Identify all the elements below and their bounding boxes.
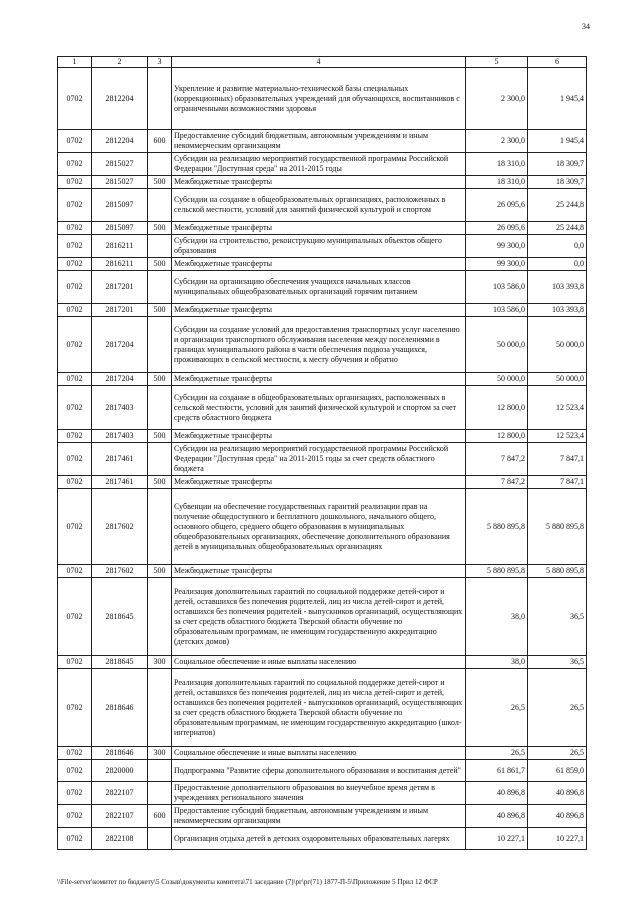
item-name-cell: Субсидии на создание в общеобразовательных организациях, расположенных в сельской местности, условий для занятий физической культурой и спортом	[172, 189, 466, 222]
column-header: 3	[148, 57, 172, 68]
item-name-cell: Межбюджетные трансферты	[172, 476, 466, 489]
item-name-cell: Межбюджетные трансферты	[172, 373, 466, 386]
expense-type-code-cell: 500	[148, 304, 172, 317]
expense-type-code-cell	[148, 828, 172, 850]
executed-amount-cell: 26,5	[528, 669, 587, 747]
table-row	[58, 805, 587, 828]
planned-amount-cell: 103 586,0	[466, 304, 528, 317]
executed-amount-cell: 36,5	[528, 656, 587, 669]
target-article-code-cell: 2817204	[92, 373, 148, 386]
table-row	[58, 68, 587, 130]
planned-amount-cell: 40 896,8	[466, 805, 528, 828]
item-name-cell: Подпрограмма "Развитие сферы дополнительного образования и воспитания детей"	[172, 760, 466, 782]
item-name-cell: Субвенции на обеспечение государственных гарантий реализации прав на получение общедоступного и бесплатного дошкольного, начального общего, основного общего, среднего общего образования в муниципальных общеобразовательных организациях, обеспечение дополнительного образования детей в муниципальных общеобразовательных организациях	[172, 489, 466, 565]
table-row	[58, 373, 587, 386]
expense-type-code-cell	[148, 68, 172, 130]
expense-type-code-cell: 600	[148, 130, 172, 153]
target-article-code-cell: 2817403	[92, 430, 148, 443]
executed-amount-cell: 5 880 895,8	[528, 489, 587, 565]
item-name-cell: Межбюджетные трансферты	[172, 304, 466, 317]
expense-type-code-cell	[148, 317, 172, 373]
executed-amount-cell: 25 244,8	[528, 189, 587, 222]
section-code-cell: 0702	[58, 760, 92, 782]
planned-amount-cell: 50 000,0	[466, 373, 528, 386]
item-name-cell: Организация отдыха детей в детских оздоровительных образовательных лагерях	[172, 828, 466, 850]
table-row	[58, 386, 587, 430]
executed-amount-cell: 18 309,7	[528, 153, 587, 176]
item-name-cell: Субсидии на строительство, реконструкцию муниципальных объектов общего образования	[172, 235, 466, 258]
executed-amount-cell: 7 847,1	[528, 443, 587, 476]
planned-amount-cell: 40 896,8	[466, 782, 528, 805]
page-number: 34	[582, 22, 590, 31]
executed-amount-cell: 5 880 895,8	[528, 565, 587, 578]
planned-amount-cell: 2 300,0	[466, 130, 528, 153]
planned-amount-cell: 5 880 895,8	[466, 489, 528, 565]
section-code-cell: 0702	[58, 130, 92, 153]
target-article-code-cell: 2817403	[92, 386, 148, 430]
section-code-cell: 0702	[58, 443, 92, 476]
target-article-code-cell: 2818645	[92, 656, 148, 669]
expense-type-code-cell	[148, 489, 172, 565]
target-article-code-cell: 2815027	[92, 176, 148, 189]
section-code-cell: 0702	[58, 565, 92, 578]
item-name-cell: Межбюджетные трансферты	[172, 176, 466, 189]
section-code-cell: 0702	[58, 258, 92, 271]
table-row	[58, 443, 587, 476]
table-row	[58, 565, 587, 578]
expense-type-code-cell	[148, 578, 172, 656]
executed-amount-cell: 50 000,0	[528, 317, 587, 373]
column-header: 1	[58, 57, 92, 68]
expense-type-code-cell: 500	[148, 430, 172, 443]
planned-amount-cell: 7 847,2	[466, 476, 528, 489]
executed-amount-cell: 1 945,4	[528, 130, 587, 153]
expense-type-code-cell: 500	[148, 476, 172, 489]
planned-amount-cell: 26 095,6	[466, 222, 528, 235]
target-article-code-cell: 2816211	[92, 235, 148, 258]
executed-amount-cell: 12 523,4	[528, 386, 587, 430]
target-article-code-cell: 2820000	[92, 760, 148, 782]
table-row	[58, 828, 587, 850]
planned-amount-cell: 61 861,7	[466, 760, 528, 782]
planned-amount-cell: 38,0	[466, 578, 528, 656]
executed-amount-cell: 40 896,8	[528, 805, 587, 828]
table-row	[58, 489, 587, 565]
planned-amount-cell: 26,5	[466, 669, 528, 747]
item-name-cell: Межбюджетные трансферты	[172, 258, 466, 271]
item-name-cell: Укрепление и развитие материально-технической базы специальных (коррекционных) образовательных учреждений для обучающихся, воспитанников с ограниченными возможностями здоровья	[172, 68, 466, 130]
section-code-cell: 0702	[58, 805, 92, 828]
section-code-cell: 0702	[58, 153, 92, 176]
section-code-cell: 0702	[58, 68, 92, 130]
section-code-cell: 0702	[58, 747, 92, 760]
target-article-code-cell: 2815097	[92, 189, 148, 222]
target-article-code-cell: 2822107	[92, 805, 148, 828]
expense-type-code-cell: 500	[148, 258, 172, 271]
column-header: 5	[466, 57, 528, 68]
table-row	[58, 258, 587, 271]
item-name-cell: Субсидии на реализацию мероприятий государственной программы Российской Федерации "Доступная среда" на 2011-2015 годы за счет средств областного бюджета	[172, 443, 466, 476]
item-name-cell: Межбюджетные трансферты	[172, 430, 466, 443]
item-name-cell: Предоставление субсидий бюджетным, автономным учреждениям и иным некоммерческим организациям	[172, 130, 466, 153]
expense-type-code-cell: 600	[148, 805, 172, 828]
target-article-code-cell: 2812204	[92, 130, 148, 153]
target-article-code-cell: 2817602	[92, 489, 148, 565]
table-row	[58, 271, 587, 304]
executed-amount-cell: 0,0	[528, 235, 587, 258]
table-row	[58, 222, 587, 235]
item-name-cell: Реализация дополнительных гарантий по социальной поддержке детей-сирот и детей, оставшихся без попечения родителей, лиц из числа детей-сирот и детей, оставшихся без попечения родителей - выпускников организаций, осуществляющих за счет средств областного бюджета Тверской области обучение по образовательным программам, не имеющим государственную аккредитацию (детских домов)	[172, 578, 466, 656]
planned-amount-cell: 10 227,1	[466, 828, 528, 850]
target-article-code-cell: 2817461	[92, 476, 148, 489]
budget-table	[57, 56, 587, 850]
expense-type-code-cell	[148, 443, 172, 476]
table-row	[58, 235, 587, 258]
table-row	[58, 669, 587, 747]
planned-amount-cell: 103 586,0	[466, 271, 528, 304]
section-code-cell: 0702	[58, 317, 92, 373]
item-name-cell: Социальное обеспечение и иные выплаты населению	[172, 656, 466, 669]
column-header: 2	[92, 57, 148, 68]
planned-amount-cell: 7 847,2	[466, 443, 528, 476]
planned-amount-cell: 50 000,0	[466, 317, 528, 373]
section-code-cell: 0702	[58, 489, 92, 565]
item-name-cell: Субсидии на реализацию мероприятий государственной программы Российской Федерации "Доступная среда" на 2011-2015 годы	[172, 153, 466, 176]
target-article-code-cell: 2812204	[92, 68, 148, 130]
item-name-cell: Субсидии на организацию обеспечения учащихся начальных классов муниципальных общеобразовательных организаций горячим питанием	[172, 271, 466, 304]
target-article-code-cell: 2816211	[92, 258, 148, 271]
target-article-code-cell: 2817201	[92, 271, 148, 304]
executed-amount-cell: 26,5	[528, 747, 587, 760]
expense-type-code-cell	[148, 235, 172, 258]
target-article-code-cell: 2818645	[92, 578, 148, 656]
executed-amount-cell: 18 309,7	[528, 176, 587, 189]
table-row	[58, 317, 587, 373]
expense-type-code-cell	[148, 669, 172, 747]
section-code-cell: 0702	[58, 373, 92, 386]
expense-type-code-cell: 500	[148, 176, 172, 189]
section-code-cell: 0702	[58, 782, 92, 805]
planned-amount-cell: 99 300,0	[466, 235, 528, 258]
table-row	[58, 189, 587, 222]
planned-amount-cell: 26 095,6	[466, 189, 528, 222]
table-row	[58, 656, 587, 669]
executed-amount-cell: 10 227,1	[528, 828, 587, 850]
executed-amount-cell: 25 244,8	[528, 222, 587, 235]
target-article-code-cell: 2817201	[92, 304, 148, 317]
item-name-cell: Субсидии на создание условий для предоставления транспортных услуг населению и организации транспортного обслуживания населения между поселениями в границах муниципального района в части обеспечения подвоза учащихся, проживающих в сельской местности, к месту обучения и обратно	[172, 317, 466, 373]
expense-type-code-cell	[148, 782, 172, 805]
planned-amount-cell: 5 880 895,8	[466, 565, 528, 578]
section-code-cell: 0702	[58, 476, 92, 489]
column-header: 6	[528, 57, 587, 68]
executed-amount-cell: 40 896,8	[528, 782, 587, 805]
table-row	[58, 747, 587, 760]
section-code-cell: 0702	[58, 304, 92, 317]
table-row	[58, 176, 587, 189]
table-row	[58, 578, 587, 656]
planned-amount-cell: 12 800,0	[466, 386, 528, 430]
planned-amount-cell: 99 300,0	[466, 258, 528, 271]
executed-amount-cell: 61 859,0	[528, 760, 587, 782]
section-code-cell: 0702	[58, 656, 92, 669]
expense-type-code-cell: 300	[148, 656, 172, 669]
executed-amount-cell: 7 847,1	[528, 476, 587, 489]
item-name-cell: Субсидии на создание в общеобразовательных организациях, расположенных в сельской местности, условий для занятий физической культурой и спортом за счет средств областного бюджета	[172, 386, 466, 430]
expense-type-code-cell	[148, 760, 172, 782]
column-header: 4	[172, 57, 466, 68]
expense-type-code-cell	[148, 386, 172, 430]
executed-amount-cell: 36,5	[528, 578, 587, 656]
expense-type-code-cell: 500	[148, 373, 172, 386]
expense-type-code-cell: 500	[148, 565, 172, 578]
target-article-code-cell: 2818646	[92, 669, 148, 747]
section-code-cell: 0702	[58, 828, 92, 850]
planned-amount-cell: 18 310,0	[466, 176, 528, 189]
target-article-code-cell: 2815027	[92, 153, 148, 176]
expense-type-code-cell: 500	[148, 222, 172, 235]
target-article-code-cell: 2822108	[92, 828, 148, 850]
target-article-code-cell: 2817461	[92, 443, 148, 476]
target-article-code-cell: 2818646	[92, 747, 148, 760]
target-article-code-cell: 2815097	[92, 222, 148, 235]
planned-amount-cell: 12 800,0	[466, 430, 528, 443]
section-code-cell: 0702	[58, 189, 92, 222]
table-header-row	[58, 57, 587, 68]
planned-amount-cell: 26,5	[466, 747, 528, 760]
table-row	[58, 153, 587, 176]
target-article-code-cell: 2817204	[92, 317, 148, 373]
item-name-cell: Социальное обеспечение и иные выплаты населению	[172, 747, 466, 760]
target-article-code-cell: 2822107	[92, 782, 148, 805]
planned-amount-cell: 38,0	[466, 656, 528, 669]
item-name-cell: Предоставление субсидий бюджетным, автономным учреждениям и иным некоммерческим организациям	[172, 805, 466, 828]
table-row	[58, 476, 587, 489]
executed-amount-cell: 0,0	[528, 258, 587, 271]
executed-amount-cell: 1 945,4	[528, 68, 587, 130]
item-name-cell: Реализация дополнительных гарантий по социальной поддержке детей-сирот и детей, оставшихся без попечения родителей, лиц из числа детей-сирот и детей, оставшихся без попечения родителей - выпускников организаций, осуществляющих за счет средств областного бюджета Тверской области обучение по образовательным программам, не имеющим государственную аккредитацию (школ-интернатов)	[172, 669, 466, 747]
section-code-cell: 0702	[58, 578, 92, 656]
expense-type-code-cell: 300	[148, 747, 172, 760]
section-code-cell: 0702	[58, 669, 92, 747]
table-row	[58, 304, 587, 317]
section-code-cell: 0702	[58, 222, 92, 235]
executed-amount-cell: 103 393,8	[528, 304, 587, 317]
section-code-cell: 0702	[58, 235, 92, 258]
table-row	[58, 760, 587, 782]
planned-amount-cell: 2 300,0	[466, 68, 528, 130]
item-name-cell: Межбюджетные трансферты	[172, 222, 466, 235]
executed-amount-cell: 103 393,8	[528, 271, 587, 304]
section-code-cell: 0702	[58, 430, 92, 443]
file-path-footer: \\File-server\комитет по бюджету\5 Созыв\документы комитета\71 заседание (7)\рг\рг(71) 1877-П-5\Приложение 5 Прил 12 ФСР	[57, 878, 438, 886]
expense-type-code-cell	[148, 153, 172, 176]
section-code-cell: 0702	[58, 386, 92, 430]
expense-type-code-cell	[148, 271, 172, 304]
target-article-code-cell: 2817602	[92, 565, 148, 578]
executed-amount-cell: 12 523,4	[528, 430, 587, 443]
section-code-cell: 0702	[58, 176, 92, 189]
executed-amount-cell: 50 000,0	[528, 373, 587, 386]
item-name-cell: Межбюджетные трансферты	[172, 565, 466, 578]
table-body	[58, 68, 587, 850]
table-row	[58, 130, 587, 153]
expense-type-code-cell	[148, 189, 172, 222]
planned-amount-cell: 18 310,0	[466, 153, 528, 176]
table-row	[58, 782, 587, 805]
item-name-cell: Предоставление дополнительного образования во внеучебное время детям в учреждениях регионального значения	[172, 782, 466, 805]
table-row	[58, 430, 587, 443]
section-code-cell: 0702	[58, 271, 92, 304]
